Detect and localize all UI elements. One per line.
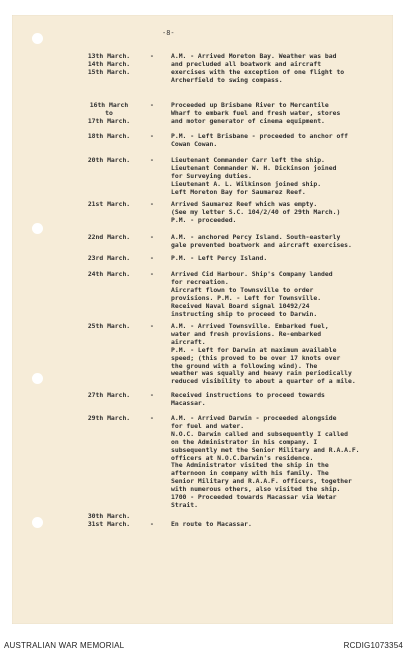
punch-hole xyxy=(32,33,43,44)
entry-text-line: Archerfield to swing compass. xyxy=(171,75,283,84)
entry-text-line: P.M. - proceeded. xyxy=(171,215,237,224)
entry-text-line: weather was squally and heavy rain periodically xyxy=(171,369,352,378)
entry-date-line: 24th March. xyxy=(87,270,131,278)
entry-dash: - xyxy=(150,132,154,140)
entry-dash: - xyxy=(150,233,154,241)
entry-date-line: 27th March. xyxy=(87,391,131,399)
entry-text xyxy=(171,323,391,386)
entry-date xyxy=(78,513,140,529)
entry-text-line: Lieutenant Commander Carr left the ship. xyxy=(171,156,325,164)
punch-hole xyxy=(32,223,43,234)
entry-text xyxy=(171,271,391,318)
entry-date xyxy=(78,271,140,279)
entry-text-line: Received Naval Board signal 10492/24 xyxy=(171,301,310,310)
entry-text-line: for Surveying duties. xyxy=(171,171,252,180)
entry-text-line: Aircraft flown to Townsville to order xyxy=(171,285,314,294)
entry-text xyxy=(171,513,391,529)
entry-date-line: 23rd March. xyxy=(87,254,131,262)
entry-date-line: 13th March. xyxy=(87,52,131,60)
entry-date-line: 20th March. xyxy=(87,156,131,164)
entry-text-line: A.M. - Arrived Darwin - proceeded alongside xyxy=(171,414,337,422)
entry-dash: - xyxy=(150,52,154,60)
entry-dash: - xyxy=(150,519,154,528)
entry-date xyxy=(78,133,140,141)
entry-date-line: to xyxy=(105,108,113,117)
entry-text-line: P.M. - Left Brisbane - proceeded to anchor off xyxy=(171,132,348,140)
entry-text-line: Proceeded up Brisbane River to Mercantile xyxy=(171,101,329,109)
entry-text xyxy=(171,102,391,126)
entry-text-line: for recreation. xyxy=(171,277,229,286)
entry-date xyxy=(78,102,140,126)
entry-date-line: 16th March xyxy=(89,101,129,109)
entry-text-line: reduced visibility to about a quarter of a mile. xyxy=(171,377,356,386)
entry-text-line: Lieutenant A. L. Wilkinson joined ship. xyxy=(171,179,322,188)
entry-date xyxy=(78,234,140,242)
punch-hole xyxy=(32,373,43,384)
entry-text-line: Senior Military and R.A.A.F. officers, together xyxy=(171,477,352,486)
entry-text xyxy=(171,157,391,197)
entry-text xyxy=(171,415,391,510)
entry-text-line: and precluded all boatwork and aircraft xyxy=(171,59,322,68)
entry-text-line: gale prevented boatwork and aircraft exercises. xyxy=(171,240,352,249)
entry-date-line: 30th March. xyxy=(87,512,131,520)
document-page xyxy=(12,15,393,624)
entry-text-line: A.M. - Arrived Moreton Bay. Weather was bad xyxy=(171,52,337,60)
footer-archive-name: AUSTRALIAN WAR MEMORIAL xyxy=(4,641,125,650)
entry-dash: - xyxy=(150,101,154,109)
entry-text xyxy=(171,201,391,225)
entry-text-line: Arrived Cid Harbour. Ship's Company landed xyxy=(171,270,333,278)
entry-date xyxy=(78,255,140,263)
entry-text-line: afternoon in company with his family. The xyxy=(171,469,329,478)
entry-text-line: Strait. xyxy=(171,500,198,509)
entry-text-line: with numerous others, also visited the ship. xyxy=(171,485,341,494)
entry-date-line: 18th March. xyxy=(87,132,131,140)
entry-text-line: officers at N.O.C.Darwin's residence. xyxy=(171,453,314,462)
footer-record-id: RCDIG1073354 xyxy=(343,641,403,650)
entry-text-line: water and fresh provisions. Re-embarked xyxy=(171,329,322,338)
entry-text-line: Macassar. xyxy=(171,398,206,407)
entry-text-line: N.O.C. Darwin called and subsequently I called xyxy=(171,429,348,438)
entry-text-line: A.M. - anchored Percy Island. South-easterly xyxy=(171,233,341,241)
entry-text-line: Cowan Cowan. xyxy=(171,139,218,148)
entry-dash: - xyxy=(150,270,154,278)
entry-text-line: Received instructions to proceed towards xyxy=(171,391,325,399)
entry-text-line: Left Moreton Bay for Saumarez Reef. xyxy=(171,187,306,196)
entry-dash: - xyxy=(150,391,154,399)
entry-text-line: for fuel and water. xyxy=(171,421,245,430)
entry-text-line: P.M. - Left Percy Island. xyxy=(171,254,268,262)
entry-dash: - xyxy=(150,322,154,330)
entry-text-line: aircraft. xyxy=(171,337,206,346)
entry-date-line: 15th March. xyxy=(87,67,131,76)
entry-text xyxy=(171,53,391,85)
entry-date-line: 21st March. xyxy=(87,200,131,208)
entry-text-line: provisions. P.M. - Left for Townsville. xyxy=(171,293,322,302)
entry-text-line: instructing ship to proceed to Darwin. xyxy=(171,309,318,318)
entry-date-line: 31st March. xyxy=(87,519,131,528)
entry-dash: - xyxy=(150,200,154,208)
entry-date-line: 17th March. xyxy=(87,116,131,125)
entry-text xyxy=(171,234,391,250)
entry-date xyxy=(78,53,140,77)
entry-text xyxy=(171,255,391,263)
entry-text-line: on the Administrator in his company. I xyxy=(171,437,318,446)
entry-text-line: speed; (this proved to be over 17 knots over xyxy=(171,353,341,362)
entry-dash: - xyxy=(150,156,154,164)
entry-text-line: Wharf to embark fuel and fresh water, stores xyxy=(171,108,341,117)
entry-date-line: 29th March. xyxy=(87,414,131,422)
entry-date xyxy=(78,415,140,423)
entry-text xyxy=(171,392,391,408)
entry-text-line: A.M. - Arrived Townsville. Embarked fuel, xyxy=(171,322,329,330)
entry-text-line: exercises with the exception of one flight to xyxy=(171,67,345,76)
entry-date xyxy=(78,201,140,209)
entry-date xyxy=(78,323,140,331)
entry-dash: - xyxy=(150,254,154,262)
entry-text xyxy=(171,133,391,149)
entry-text-line: En route to Macassar. xyxy=(171,519,252,528)
entry-text-line: Lieutenant Commander W. H. Dickinson joined xyxy=(171,163,337,172)
entry-text-line: (See my letter S.C. 104/2/40 of 29th March.) xyxy=(171,207,341,216)
entry-text-line: subsequently met the Senior Military and R.A.A.F. xyxy=(171,445,360,454)
entry-text-line: the ground with a following wind). The xyxy=(171,361,318,370)
entry-date-line: 22nd March. xyxy=(87,233,131,241)
entry-date xyxy=(78,157,140,165)
entry-text-line: Arrived Saumarez Reef which was empty. xyxy=(171,200,318,208)
entry-dash: - xyxy=(150,414,154,422)
page-number: -8- xyxy=(162,29,175,37)
entry-date-line: 14th March. xyxy=(87,59,131,68)
entry-text-line: 1700 - Proceeded towards Macassar via Wetar xyxy=(171,493,337,502)
punch-hole xyxy=(32,517,43,528)
entry-date xyxy=(78,392,140,400)
entry-text-line: and motor generator of cinema equipment. xyxy=(171,116,325,125)
entry-date-line: 25th March. xyxy=(87,322,131,330)
entry-text-line: The Administrator visited the ship in the xyxy=(171,461,329,470)
entry-text-line: P.M. - Left for Darwin at maximum available xyxy=(171,345,337,354)
